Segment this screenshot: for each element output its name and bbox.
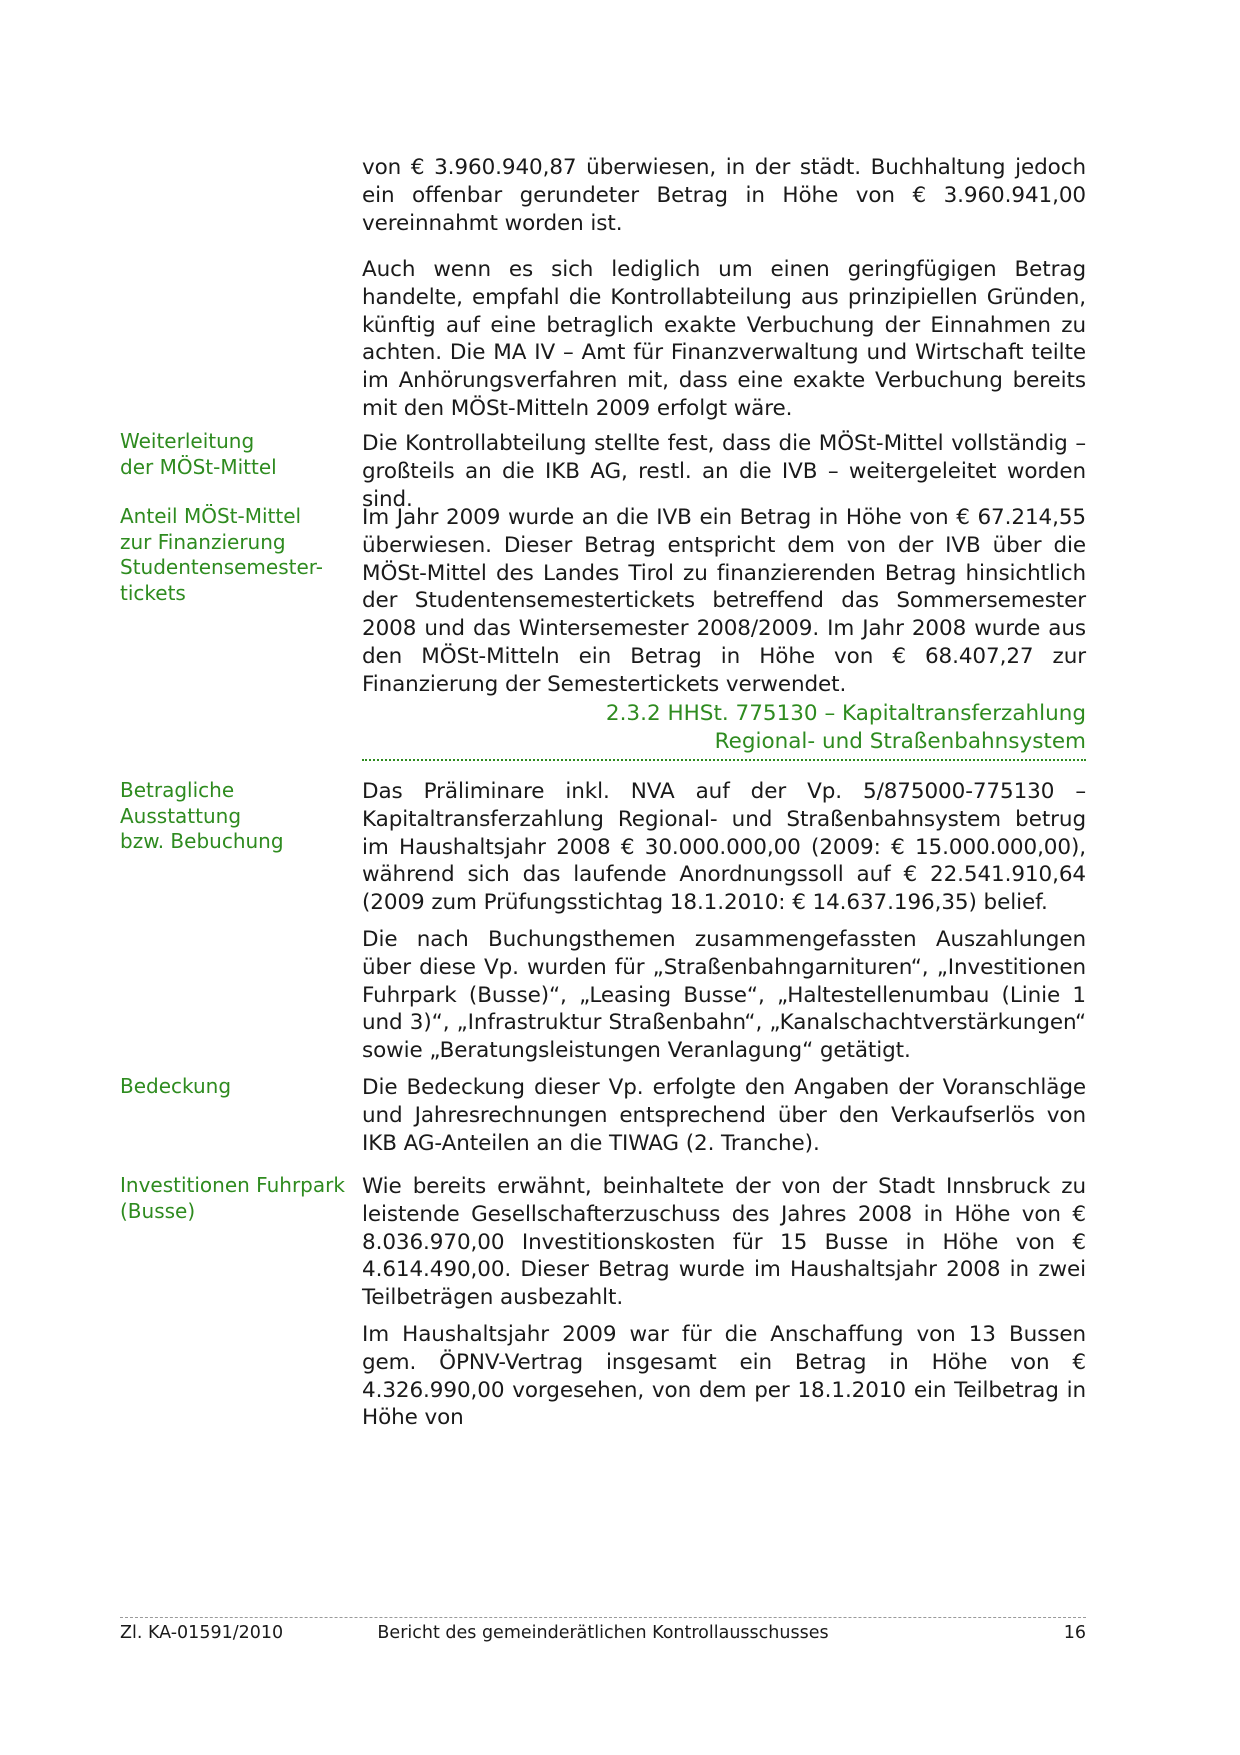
section-heading-line-1: 2.3.2 HHSt. 775130 – Kapitaltransferzahlung [605,701,1086,726]
margin-note-investitionen [120,1173,350,1224]
margin-note-betraglich [120,778,350,855]
footer-report-title: Bericht des gemeinderätlichen Kontrollausschusses [377,1623,829,1643]
footer-reference: Zl. KA-01591/2010 [120,1623,284,1643]
margin-note-line: tickets [120,580,186,605]
margin-note-weiterleitung [120,429,350,480]
section-heading-line-2: Regional- und Straßenbahnsystem [714,729,1086,754]
margin-note-anteil [120,504,350,606]
paragraph-investitionen: Wie bereits erwähnt, beinhaltete der von der Stadt Innsbruck zu leistende Gesellschafterzuschuss des Jahres 2008 in Höhe von € 8.036.970,00 Investitionskosten für 15 Busse in Höhe von € 4.614.490,00. Dieser Betrag wurde im Haushaltsjahr 2008 in zwei Teilbeträgen ausbezahlt. [362,1174,1086,1311]
margin-note-line: Betragliche Ausstattung [120,778,242,828]
section-divider [362,759,1086,761]
margin-note-line: Investitionen Fuhrpark [120,1173,345,1197]
margin-note-line: Bedeckung [120,1074,232,1098]
margin-note-line: der MÖSt-Mittel [120,454,277,479]
section-heading [362,700,1086,756]
margin-note-line: Weiterleitung [120,429,255,453]
paragraph-recommendation: Auch wenn es sich lediglich um einen geringfügigen Betrag handelte, empfahl die Kontrollabteilung aus prinzipiellen Gründen, künftig auf eine betraglich exakte Verbuchung der Einnahmen zu achten. Die MA IV – Amt für Finanzverwaltung und Wirtschaft teilte im Anhörungsverfahren mit, dass eine exakte Verbuchung bereits mit den MÖSt-Mitteln 2009 erfolgt wäre. [362,257,1086,421]
margin-note-line: (Busse) [120,1198,196,1223]
paragraph-continuation: von € 3.960.940,87 überwiesen, in der städt. Buchhaltung jedoch ein offenbar gerundeter Betrag in Höhe von € 3.960.941,00 vereinnahmt worden ist. [362,155,1086,236]
margin-note-line: zur Finanzierung [120,529,286,554]
margin-note-line: bzw. Bebuchung [120,829,284,853]
page-number: 16 [1063,1623,1086,1643]
paragraph-anteil: Im Jahr 2009 wurde an die IVB ein Betrag in Höhe von € 67.214,55 überwiesen. Dieser Betrag entspricht dem von der IVB über die MÖSt-Mittel des Landes Tirol zu finanzierenden Betrag hinsichtlich der Studentensemestertickets betreffend das Sommersemester 2008 und das Wintersemester 2008/2009. Im Jahr 2008 wurde aus den MÖSt-Mitteln ein Betrag in Höhe von € 68.407,27 zur Finanzierung der Semestertickets verwendet. [362,505,1086,697]
paragraph-auszahlungen: Die nach Buchungsthemen zusammengefassten Auszahlungen über diese Vp. wurden für „Straßenbahngarnituren“, „Investitionen Fuhrpark (Busse)“, „Leasing Busse“, „Haltestellenumbau (Linie 1 und 3)“, „Infrastruktur Straßenbahn“, „Kanalschachtverstärkungen“ sowie „Beratungsleistungen Veranlagung“ getätigt. [362,927,1086,1064]
margin-note-bedeckung [120,1074,350,1100]
paragraph-bedeckung: Die Bedeckung dieser Vp. erfolgte den Angaben der Voranschläge und Jahresrechnungen entsprechend über den Verkaufserlös von IKB AG-Anteilen an die TIWAG (2. Tranche). [362,1075,1086,1156]
paragraph-praeliminare: Das Präliminare inkl. NVA auf der Vp. 5/875000-775130 – Kapitaltransferzahlung Regional- und Straßenbahnsystem betrug im Haushaltsjahr 2008 € 30.000.000,00 (2009: € 15.000.000,00), während sich das laufende Anordnungssoll auf € 22.541.910,64 (2009 zum Prüfungsstichtag 18.1.2010: € 14.637.196,35) belief. [362,779,1086,916]
margin-note-line: Studentensemester- [120,555,323,579]
footer-divider [120,1617,1086,1618]
paragraph-anschaffung: Im Haushaltsjahr 2009 war für die Anschaffung von 13 Bussen gem. ÖPNV-Vertrag insgesamt ein Betrag in Höhe von € 4.326.990,00 vorgesehen, von dem per 18.1.2010 ein Teilbetrag in Höhe von [362,1322,1086,1431]
margin-note-line: Anteil MÖSt-Mittel [120,504,302,528]
paragraph-weiterleitung: Die Kontrollabteilung stellte fest, dass die MÖSt-Mittel vollständig – großteils an die IKB AG, restl. an die IVB – weitergeleitet worden sind. [362,431,1086,512]
